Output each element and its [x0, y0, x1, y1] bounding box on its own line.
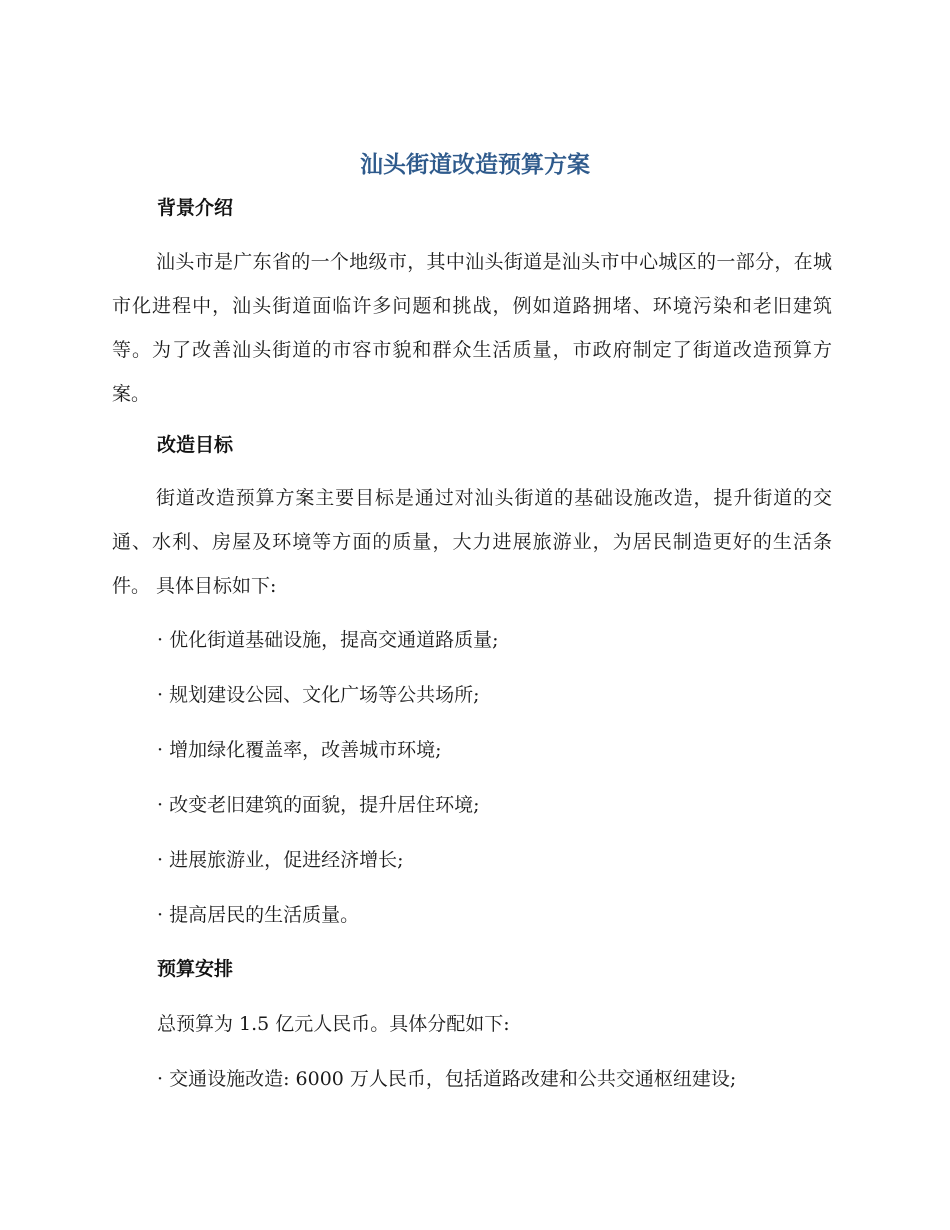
section-heading-background: 背景介绍: [157, 197, 234, 219]
goal-item: · 增加绿化覆盖率，改善城市环境;: [157, 739, 442, 761]
section-heading-goals: 改造目标: [157, 434, 234, 456]
section-heading-budget: 预算安排: [157, 958, 234, 980]
goal-item: · 进展旅游业，促进经济增长;: [157, 849, 404, 871]
goal-item: · 规划建设公园、文化广场等公共场所;: [157, 684, 480, 706]
goals-paragraph: 街道改造预算方案主要目标是通过对汕头街道的基础设施改造，提升街道的交通、水利、房屋及环境等方面的质量，大力进展旅游业，为居民制造更好的生活条件。 具体目标如下:: [112, 487, 832, 597]
background-paragraph: 汕头市是广东省的一个地级市，其中汕头街道是汕头市中心城区的一部分，在城市化进程中，汕头街道面临许多问题和挑战，例如道路拥堵、环境污染和老旧建筑等。为了改善汕头街道的市容市貌和群众生活质量，市政府制定了街道改造预算方案。: [112, 251, 832, 405]
budget-intro: 总预算为 1.5 亿元人民币。具体分配如下:: [157, 1013, 510, 1035]
goal-item: · 优化街道基础设施，提高交通道路质量;: [157, 629, 499, 651]
goal-item: · 改变老旧建筑的面貌，提升居住环境;: [157, 794, 480, 816]
goal-item: · 提高居民的生活质量。: [157, 904, 360, 926]
budget-item: · 交通设施改造: 6000 万人民币，包括道路改建和公共交通枢纽建设;: [157, 1068, 737, 1090]
document-title: 汕头街道改造预算方案: [360, 152, 590, 178]
